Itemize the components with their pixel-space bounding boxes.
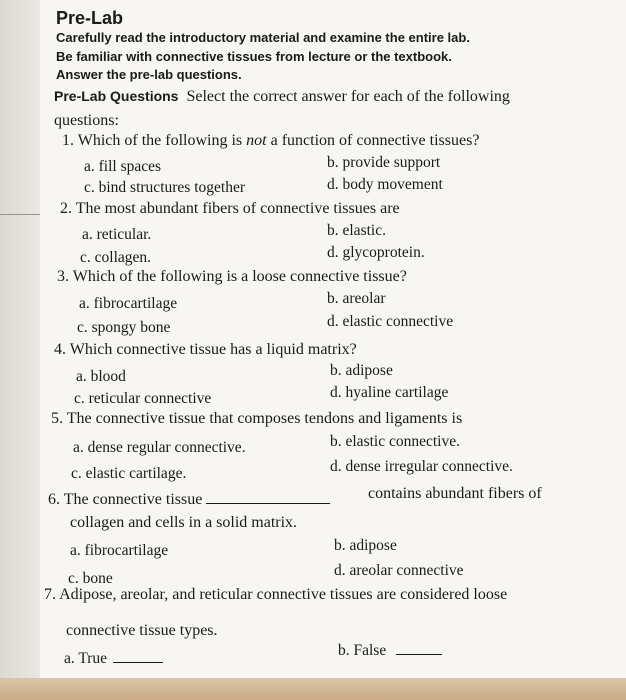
question-6-option-d[interactable]: d. areolar connective: [334, 562, 464, 579]
questions-header-label: Pre-Lab Questions: [54, 88, 179, 104]
question-6-option-a[interactable]: a. fibrocartilage: [70, 542, 169, 559]
intro-line-3: Answer the pre-lab questions.: [56, 67, 242, 82]
question-7-option-b-label: b. False: [338, 642, 387, 659]
question-4-option-b[interactable]: b. adipose: [330, 362, 393, 379]
question-1-option-a[interactable]: a. fill spaces: [84, 158, 162, 175]
questions-header: [54, 88, 510, 106]
question-7-option-a[interactable]: [64, 650, 163, 668]
question-5-option-c[interactable]: c. elastic cartilage.: [71, 465, 187, 482]
question-2-option-a[interactable]: a. reticular.: [82, 226, 152, 243]
question-6-option-b[interactable]: b. adipose: [334, 537, 397, 554]
question-1-number: 1.: [62, 132, 74, 149]
question-7-option-a-label: a. True: [64, 650, 108, 667]
table-surface: [0, 678, 626, 700]
question-7-option-b[interactable]: [338, 642, 442, 660]
questions-instruction-cont: questions:: [54, 112, 119, 129]
question-1: [62, 132, 479, 150]
intro-line-2: Be familiar with connective tissues from lecture or the textbook.: [56, 49, 452, 64]
question-4-option-c[interactable]: c. reticular connective: [74, 390, 212, 407]
question-4-text: Which connective tissue has a liquid matrix?: [69, 341, 357, 358]
page-title: Pre-Lab: [56, 8, 124, 28]
question-1-text-before: Which of the following is: [77, 132, 243, 149]
question-3-number: 3.: [57, 268, 69, 285]
question-2-option-b[interactable]: b. elastic.: [327, 222, 386, 239]
question-1-option-d[interactable]: d. body movement: [327, 176, 443, 193]
question-6-number: 6.: [48, 491, 60, 508]
question-3: [57, 268, 407, 286]
question-2: [60, 200, 400, 218]
question-1-option-b[interactable]: b. provide support: [327, 154, 441, 171]
question-7: [44, 586, 507, 604]
question-4-option-d[interactable]: d. hyaline cartilage: [330, 384, 449, 401]
question-5: [51, 410, 462, 428]
question-1-text-italic: not: [246, 132, 267, 149]
question-4-option-a[interactable]: a. blood: [76, 368, 126, 385]
question-3-option-a[interactable]: a. fibrocartilage: [79, 295, 178, 312]
question-1-text-after: a function of connective tissues?: [270, 132, 480, 149]
question-7-true-blank[interactable]: [113, 662, 163, 663]
question-5-text: The connective tissue that composes tendons and ligaments is: [66, 410, 463, 427]
question-6: [48, 491, 330, 509]
intro-line-1: Carefully read the introductory material and examine the entire lab.: [56, 30, 470, 45]
question-7-false-blank[interactable]: [396, 654, 442, 655]
question-5-option-a[interactable]: a. dense regular connective.: [73, 439, 246, 456]
question-3-option-c[interactable]: c. spongy bone: [77, 319, 171, 336]
question-4-number: 4.: [54, 341, 66, 358]
question-3-option-b[interactable]: b. areolar: [327, 290, 386, 307]
question-4: [54, 341, 357, 359]
question-2-option-c[interactable]: c. collagen.: [80, 249, 152, 266]
question-5-option-b[interactable]: b. elastic connective.: [330, 433, 460, 450]
question-2-number: 2.: [60, 200, 72, 217]
page-edge: [0, 0, 40, 700]
question-3-option-d[interactable]: d. elastic connective: [327, 313, 454, 330]
question-6-text-part1: The connective tissue: [63, 491, 203, 508]
question-6-answer-blank[interactable]: [206, 503, 330, 504]
question-3-text: Which of the following is a loose connective tissue?: [72, 268, 407, 285]
question-1-option-c[interactable]: c. bind structures together: [84, 179, 245, 196]
question-6-text-line2: collagen and cells in a solid matrix.: [70, 514, 298, 531]
question-2-option-d[interactable]: d. glycoprotein.: [327, 244, 425, 261]
question-7-text-line2: connective tissue types.: [66, 622, 218, 639]
edge-line: [0, 214, 40, 215]
question-7-text-line1: Adipose, areolar, and reticular connective tissues are considered loose: [59, 586, 508, 603]
question-7-number: 7.: [44, 586, 56, 603]
question-5-option-d[interactable]: d. dense irregular connective.: [330, 458, 513, 475]
question-6-text-part2: contains abundant fibers of: [368, 485, 542, 502]
question-6-option-c[interactable]: c. bone: [68, 570, 113, 587]
question-2-text: The most abundant fibers of connective tissues are: [75, 200, 400, 217]
question-5-number: 5.: [51, 410, 63, 427]
questions-instruction: Select the correct answer for each of the following: [186, 88, 510, 105]
